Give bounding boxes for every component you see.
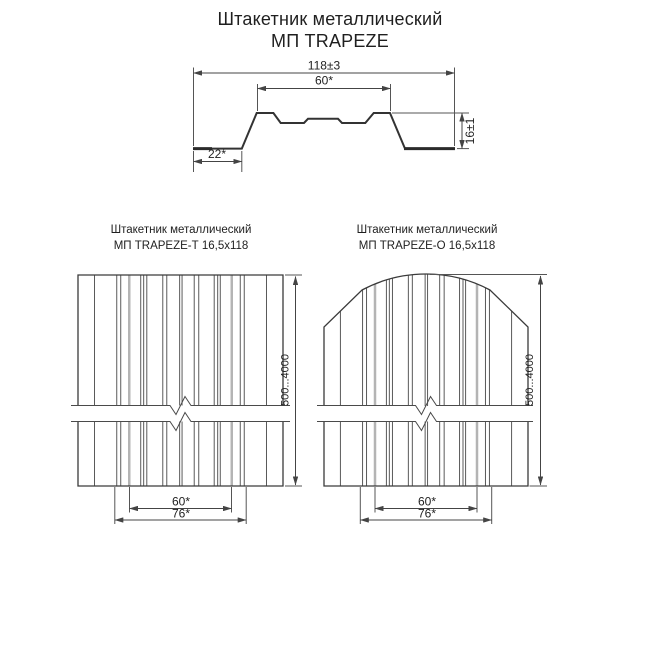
- picket-t-rib-lines: [95, 272, 267, 486]
- break-line: [71, 397, 290, 415]
- picket-o-drawing: [317, 224, 547, 524]
- dim-label-height: 16±1: [463, 117, 477, 145]
- dim-label-top-width: 60*: [314, 73, 334, 88]
- dim-label-overall-width: 118±3: [307, 58, 341, 73]
- picket-o-rib-lines: [340, 272, 511, 486]
- dim-label-base-width: 76*: [171, 506, 191, 521]
- picket-t-drawing: [71, 224, 302, 524]
- picket-o-outline-top: [324, 274, 528, 405]
- page-title-line1: Штакетник металлический: [217, 9, 443, 29]
- picket-t-outline-bottom: [78, 422, 283, 487]
- dim-label-length: 500...4000: [524, 354, 536, 406]
- dim-label-crest-width: 60*: [417, 494, 437, 509]
- cross-section-drawing: [193, 59, 477, 173]
- dim-label-length: 500...4000: [279, 354, 292, 406]
- picket-t-title-line1: Штакетник металлический: [110, 224, 252, 236]
- break-line: [71, 413, 290, 431]
- picket-o-outline-bottom: [324, 422, 528, 487]
- page-title-line2: МП TRAPEZE: [271, 31, 389, 51]
- picket-o-title-line1: Штакетник металлический: [356, 224, 498, 236]
- picket-o-title-line2: МП TRAPEZE-О 16,5х118: [358, 240, 496, 252]
- dim-label-crest-width: 60*: [171, 494, 191, 509]
- picket-t-title-line2: МП TRAPEZE-Т 16,5х118: [113, 240, 249, 252]
- page-title: [217, 9, 442, 51]
- dim-label-base-width: 76*: [417, 506, 437, 521]
- picket-t-outline-top: [78, 275, 283, 406]
- profile-outline: [193, 113, 455, 149]
- dim-label-bottom-flat: 22*: [207, 147, 227, 161]
